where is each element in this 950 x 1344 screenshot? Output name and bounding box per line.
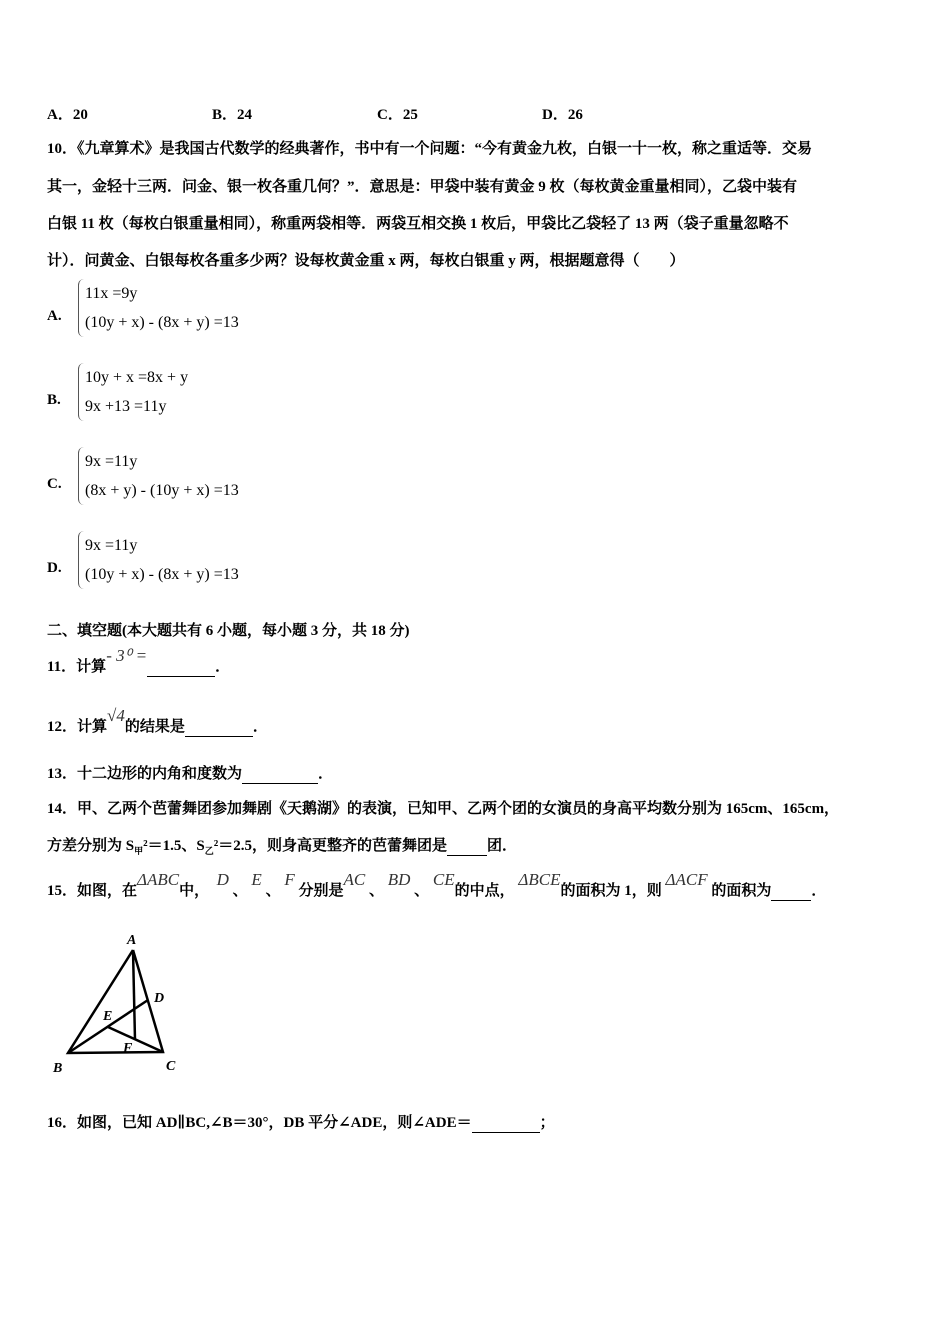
- q9-option-d: D．26: [542, 107, 583, 123]
- q15: 15．如图，在ΔABC中， D 、 E 、 F 分别是AC 、 BD 、 CE的中点， ΔBCE的面积为 1，则 ΔACF 的面积为 ．: [47, 870, 827, 899]
- q10-option-b-system: 10y + x =8x + y 9x +13 =11y: [78, 363, 188, 421]
- q10-line: 计）．问黄金、白银每枚各重多少两？设每枚黄金重 x 两，每枚白银重 y 两，根据题意得（ ）: [47, 253, 685, 269]
- q10-option-a-label: A.: [47, 308, 62, 324]
- q9-option-b: B．24: [212, 107, 253, 123]
- q10-line: 10．《九章算术》是我国古代数学的经典著作，书中有一个问题：“今有黄金九枚，白银一十一枚，称之重适等．交易: [47, 141, 813, 157]
- triangle-figure: [40, 920, 240, 1080]
- q10-option-d-label: D.: [47, 560, 62, 576]
- q10-option-c-label: C.: [47, 476, 62, 492]
- q12: 12．计算√4的结果是 ．: [47, 706, 268, 735]
- label-b: B: [53, 1061, 63, 1076]
- label-e: E: [103, 1009, 113, 1024]
- q16: 16．如图，已知 AD∥BC,∠B＝30°，DB 平分∠ADE，则∠ADE＝ ；: [47, 1115, 555, 1131]
- q10-option-d-system: 9x =11y (10y + x) - (8x + y) =13: [78, 531, 239, 589]
- q11: 11．计算- 3⁰ = ．: [47, 646, 231, 675]
- triangle-lines: [68, 950, 163, 1053]
- q9-option-a: A．20: [47, 107, 88, 123]
- q10-option-b-label: B.: [47, 392, 61, 408]
- q13: 13．十二边形的内角和度数为 ．: [47, 766, 334, 782]
- q10-line: 其一，金轻十三两．问金、银一枚各重几何？”．意思是：甲袋中装有黄金 9 枚（每枚黄金重量相同），乙袋中装有: [47, 179, 798, 195]
- label-d: D: [154, 991, 165, 1006]
- q14-line1: 14．甲、乙两个芭蕾舞团参加舞剧《天鹅湖》的表演，已知甲、乙两个团的女演员的身高平均数分别为 165cm、165cm，: [47, 801, 840, 817]
- label-a: A: [127, 933, 137, 948]
- section-heading: 二、填空题(本大题共有 6 小题，每小题 3 分，共 18 分): [47, 623, 410, 639]
- q10-line: 白银 11 枚（每枚白银重量相同），称重两袋相等．两袋互相交换 1 枚后，甲袋比乙袋轻了 13 两（袋子重量忽略不: [47, 216, 789, 232]
- q10-option-a-system: 11x =9y (10y + x) - (8x + y) =13: [78, 279, 239, 337]
- q9-option-c: C．25: [377, 107, 418, 123]
- label-c: C: [166, 1059, 176, 1074]
- label-f: F: [123, 1041, 133, 1056]
- q14-line2: 方差分别为 $S_甲^2=1.5$、$S_乙^2=2.5$，则身高更整齐的芭蕾舞团是 团．: [47, 838, 517, 856]
- q10-option-c-system: 9x =11y (8x + y) - (10y + x) =13: [78, 447, 239, 505]
